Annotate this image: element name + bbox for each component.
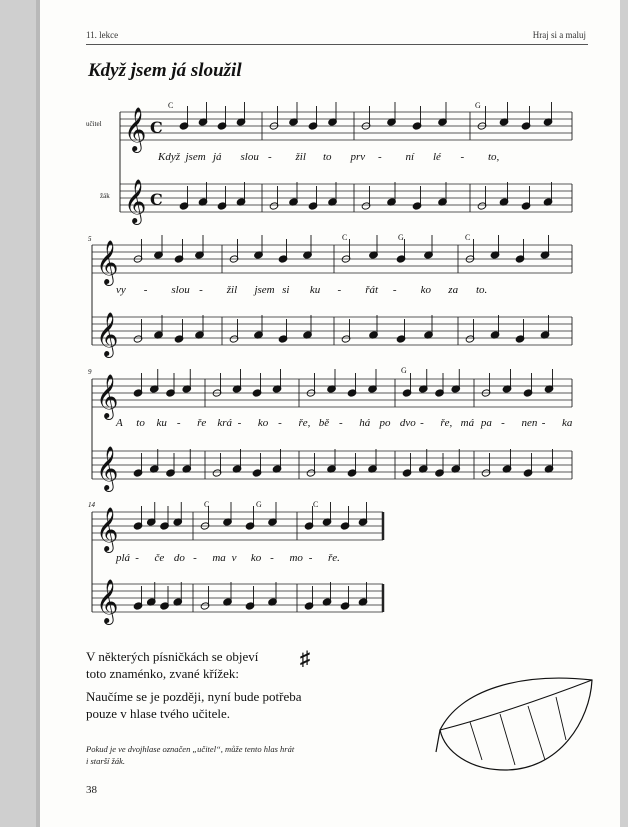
page-number: 38 — [86, 784, 97, 796]
lyric-syllable: to. — [476, 284, 488, 296]
lesson-label: 11. lekce — [86, 30, 119, 40]
time-signature: C — [150, 190, 163, 209]
lyric-syllable: - — [378, 151, 382, 163]
student-label: žák — [100, 192, 110, 200]
lyric-syllable: slou — [240, 151, 259, 163]
lyric-syllable: ko — [420, 284, 432, 296]
learn-later-line-1: Naučíme se je později, nyní bude potřeba — [86, 689, 302, 704]
chord-symbol: G — [256, 500, 262, 509]
lyric-syllable: ře, — [440, 417, 453, 429]
lyric-syllable: - — [278, 417, 282, 429]
lyric-syllable: to — [136, 417, 145, 429]
lyric-syllable: - — [460, 151, 465, 163]
lyric-syllable: dvo — [399, 417, 416, 429]
lyric-syllable: prv — [350, 151, 366, 163]
lyric-syllable: - — [339, 417, 343, 429]
treble-clef: 𝄞 — [96, 507, 119, 551]
bar-number: 5 — [88, 235, 92, 243]
treble-clef: 𝄞 — [124, 107, 147, 151]
lyric-syllable: to, — [488, 151, 500, 163]
lyric-syllable: do — [173, 552, 185, 564]
lyric-syllable: lé — [433, 151, 441, 163]
lyric-syllable: pa — [480, 417, 492, 429]
lyric-syllable: jsem — [185, 151, 206, 163]
lyric-syllable: žil — [295, 151, 306, 163]
lyric-syllable: jsem — [254, 284, 275, 296]
lyric-syllable: - — [135, 552, 139, 564]
lyric-syllable: si — [282, 284, 290, 296]
lyric-syllable: - — [392, 284, 397, 296]
lyric-syllable: - — [501, 417, 505, 429]
learn-later-line-2: pouze v hlase tvého učitele. — [86, 706, 231, 721]
lyric-syllable: mo — [289, 552, 303, 564]
chord-symbol: G — [475, 101, 481, 110]
treble-clef: 𝄞 — [96, 446, 119, 490]
lyric-syllable: řát — [365, 284, 379, 296]
lyric-syllable: če — [154, 552, 165, 564]
lyric-syllable: ma — [212, 552, 226, 564]
lyric-syllable: ko — [257, 417, 269, 429]
lyric-syllable: - — [270, 552, 274, 564]
lyric-syllable: ku — [156, 417, 167, 429]
lyric-syllable: - — [268, 151, 272, 163]
chord-symbol: C — [204, 500, 210, 509]
chord-symbol: C — [465, 233, 471, 242]
footnote-line-2: i starší žák. — [86, 756, 125, 766]
lyric-syllable: ře. — [328, 552, 340, 564]
lyric-syllable: slou — [171, 284, 190, 296]
song-title: Když jsem já sloužil — [88, 60, 242, 81]
bar-number: 14 — [88, 501, 95, 509]
chord-symbol: G — [401, 366, 407, 375]
lyric-syllable: po — [379, 417, 391, 429]
chord-symbol: C — [342, 233, 348, 242]
lyric-syllable: žil — [226, 284, 238, 296]
lyric-syllable: ko — [250, 552, 262, 564]
lyric-syllable: - — [541, 417, 546, 429]
treble-clef: 𝄞 — [96, 579, 119, 623]
treble-clef: 𝄞 — [96, 240, 119, 284]
section-label: Hraj si a maluj — [532, 30, 586, 40]
lyric-syllable: - — [337, 284, 342, 296]
sharp-sign: ♯ — [300, 648, 310, 670]
lyric-syllable: vy — [116, 284, 126, 296]
lyric-syllable: plá — [116, 552, 131, 564]
lyric-syllable: nen — [521, 417, 538, 429]
sharp-intro-line-1: V některých písničkách se objeví — [86, 649, 259, 664]
footnote-line-1: Pokud je ve dvojhlase označen „učitel“, může tento hlas hrát — [86, 744, 295, 754]
chord-symbol: C — [168, 101, 174, 110]
lyric-syllable: ře — [197, 417, 207, 429]
lyric-syllable: - — [143, 284, 148, 296]
lyric-syllable: ní — [405, 151, 415, 163]
lyric-syllable: Když — [158, 151, 180, 163]
treble-clef: 𝄞 — [96, 374, 119, 418]
lyric-syllable: má — [460, 417, 475, 429]
lyric-syllable: ka — [562, 417, 573, 429]
lyric-syllable: já — [213, 151, 222, 163]
lyric-syllable: há — [359, 417, 371, 429]
lyric-syllable: bě — [318, 417, 330, 429]
lyric-syllable: ku — [309, 284, 321, 296]
lyric-syllable: - — [308, 552, 313, 564]
lyric-syllable: - — [176, 417, 181, 429]
treble-clef: 𝄞 — [124, 179, 147, 223]
lyric-syllable: - — [199, 284, 203, 296]
lyric-syllable: v — [231, 552, 237, 564]
lyric-syllable: - — [420, 417, 424, 429]
lyric-syllable: A — [116, 417, 123, 429]
lyric-syllable: krá — [217, 417, 233, 429]
lyric-syllable: - — [237, 417, 242, 429]
bar-number: 9 — [88, 368, 92, 376]
lyric-syllable: to — [323, 151, 332, 163]
lyric-syllable: - — [193, 552, 197, 564]
treble-clef: 𝄞 — [96, 312, 119, 356]
lyric-syllable: ře, — [298, 417, 311, 429]
time-signature: C — [150, 118, 163, 137]
chord-symbol: C — [313, 500, 319, 509]
chord-symbol: G — [398, 233, 404, 242]
sharp-intro-line-2: toto znaménko, zvané křížek: — [86, 666, 240, 681]
lyric-syllable: za — [448, 284, 459, 296]
teacher-label: učitel — [86, 120, 102, 128]
